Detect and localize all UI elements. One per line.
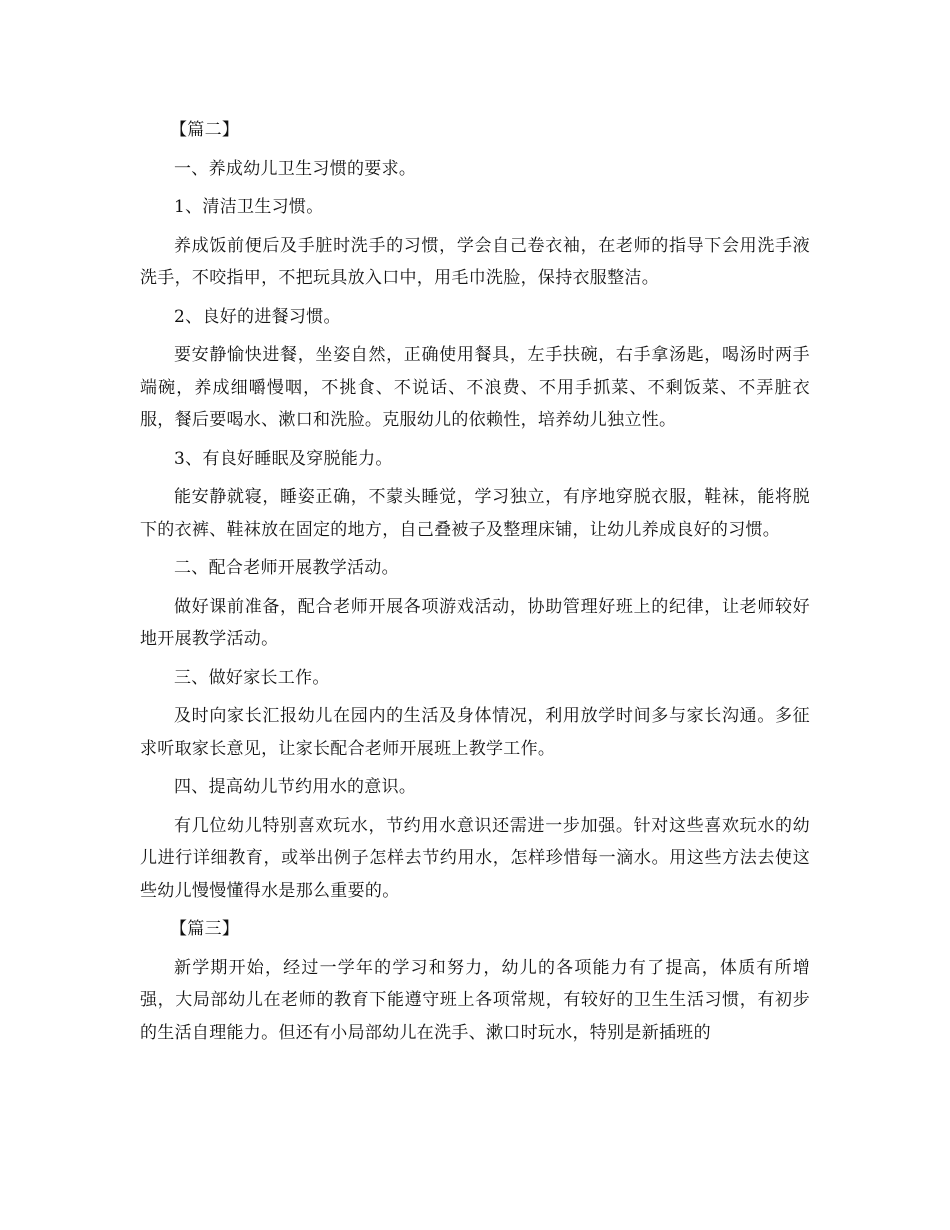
heading-level-2: 3、有良好睡眠及穿脱能力。 <box>174 448 393 469</box>
heading-level-1: 一、养成幼儿卫生习惯的要求。 <box>174 158 417 179</box>
body-paragraph: 养成饭前便后及手脏时洗手的习惯，学会自己卷衣袖，在老师的指导下会用洗手液洗手，不咬指甲，不把玩具放入口中，用毛巾洗脸，保持衣服整洁。 <box>140 235 810 288</box>
heading-level-1: 四、提高幼儿节约用水的意识。 <box>174 777 417 797</box>
document-page <box>140 114 810 1055</box>
body-paragraph: 新学期开始，经过一学年的学习和努力，幼儿的各项能力有了提高，体质有所增强，大局部幼儿在老师的教育下能遵守班上各项常规，有较好的卫生生活习惯，有初步的生活自理能力。但还有小局部幼儿在洗手、漱口时玩水，特别是新插班的 <box>140 957 810 1043</box>
body-paragraph: 要安静愉快进餐，坐姿自然，正确使用餐具，左手扶碗，右手拿汤匙，喝汤时两手端碗，养成细嚼慢咽，不挑食、不说话、不浪费、不用手抓菜、不剩饭菜、不弄脏衣服，餐后要喝水、漱口和洗脸。克服幼儿的依赖性，培养幼儿独立性。 <box>140 345 810 430</box>
heading-level-2: 2、良好的进餐习惯。 <box>174 306 341 327</box>
heading-level-1: 三、做好家长工作。 <box>174 667 330 688</box>
heading-level-2: 1、清洁卫生习惯。 <box>174 197 324 217</box>
body-paragraph: 能安静就寝，睡姿正确，不蒙头睡觉，学习独立，有序地穿脱衣服，鞋袜，能将脱下的衣裤、鞋袜放在固定的地方，自己叠被子及整理床铺，让幼儿养成良好的习惯。 <box>140 487 810 540</box>
body-paragraph: 及时向家长汇报幼儿在园内的生活及身体情况，利用放学时间多与家长沟通。多征求听取家长意见，让家长配合老师开展班上教学工作。 <box>140 706 810 759</box>
section-heading: 【篇三】 <box>170 919 240 939</box>
body-paragraph: 有几位幼儿特别喜欢玩水，节约用水意识还需进一步加强。针对这些喜欢玩水的幼儿进行详细教育，或举出例子怎样去节约用水，怎样珍惜每一滴水。用这些方法去使这些幼儿慢慢懂得水是那么重要的。 <box>140 815 810 901</box>
body-paragraph: 做好课前准备，配合老师开展各项游戏活动，协助管理好班上的纪律，让老师较好地开展教学活动。 <box>140 596 810 649</box>
heading-level-1: 二、配合老师开展教学活动。 <box>174 558 399 578</box>
section-heading: 【篇二】 <box>170 120 240 140</box>
